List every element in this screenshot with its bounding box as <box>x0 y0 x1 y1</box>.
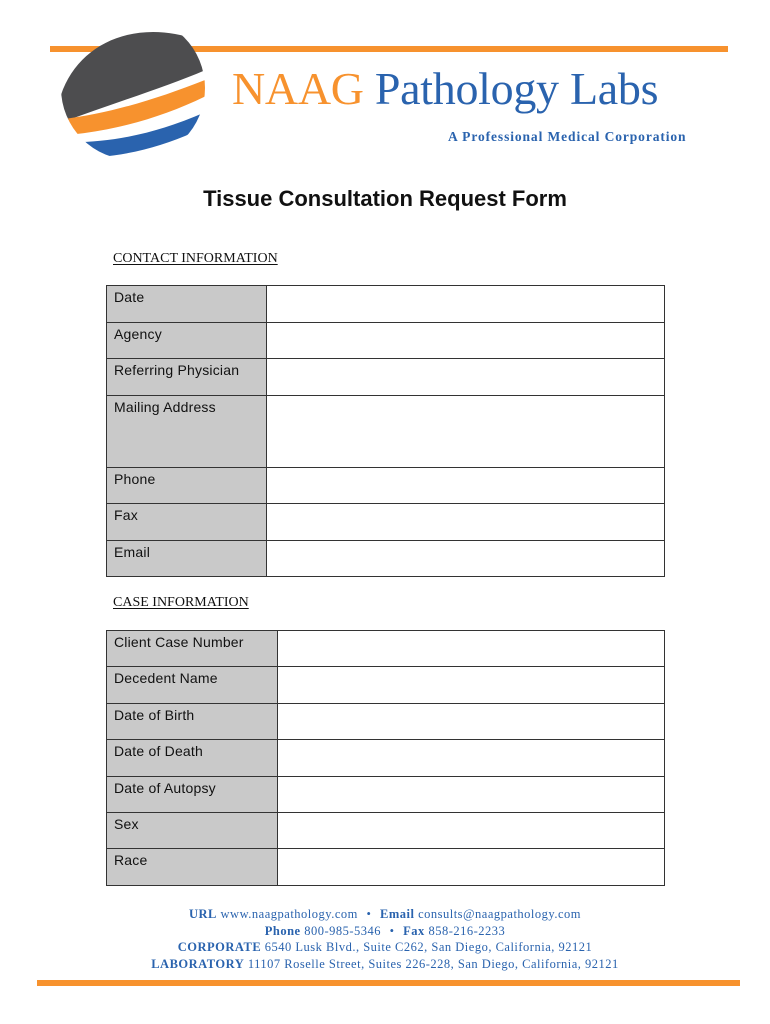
email-label: Email <box>380 907 415 921</box>
separator-icon: • <box>389 923 395 938</box>
table-row <box>107 704 665 740</box>
footer-line-2 <box>0 923 770 940</box>
contact-info-table <box>106 285 665 577</box>
mailing-address-field[interactable] <box>267 396 665 468</box>
table-row <box>107 777 665 813</box>
field-label-referring-physician: Referring Physician <box>107 359 267 396</box>
fax-label: Fax <box>403 923 425 938</box>
table-row <box>107 323 665 359</box>
table-row <box>107 849 665 886</box>
laboratory-label: LABORATORY <box>151 956 245 971</box>
table-row <box>107 740 665 777</box>
agency-field[interactable] <box>267 323 665 359</box>
footer-line-1 <box>0 906 770 923</box>
field-label-decedent-name: Decedent Name <box>107 667 278 704</box>
referring-physician-field[interactable] <box>267 359 665 396</box>
corporate-address: 6540 Lusk Blvd., Suite C262, San Diego, California, 92121 <box>264 940 593 954</box>
field-label-race: Race <box>107 849 278 886</box>
field-label-sex: Sex <box>107 813 278 849</box>
url-label: URL <box>189 907 217 921</box>
field-label-mailing-address: Mailing Address <box>107 396 267 468</box>
table-row <box>107 359 665 396</box>
table-row <box>107 541 665 577</box>
phone-number: 800-985-5346 <box>304 923 382 938</box>
table-row <box>107 504 665 541</box>
email-field[interactable] <box>267 541 665 577</box>
brand-name-part1: NAAG <box>232 63 364 114</box>
footer-line-4 <box>0 956 770 973</box>
table-row <box>107 286 665 323</box>
table-row <box>107 468 665 504</box>
client-case-number-field[interactable] <box>278 631 665 667</box>
date-of-death-field[interactable] <box>278 740 665 777</box>
phone-field[interactable] <box>267 468 665 504</box>
date-of-birth-field[interactable] <box>278 704 665 740</box>
date-of-autopsy-field[interactable] <box>278 777 665 813</box>
footer-contact <box>0 906 770 972</box>
field-label-phone: Phone <box>107 468 267 504</box>
table-row <box>107 667 665 704</box>
field-label-date-of-autopsy: Date of Autopsy <box>107 777 278 813</box>
field-label-date: Date <box>107 286 267 323</box>
fax-field[interactable] <box>267 504 665 541</box>
website-link[interactable]: www.naagpathology.com <box>220 907 358 921</box>
field-label-client-case-number: Client Case Number <box>107 631 278 667</box>
footer-line-3 <box>0 939 770 956</box>
phone-label: Phone <box>264 923 301 938</box>
separator-icon: • <box>366 907 372 921</box>
sex-field[interactable] <box>278 813 665 849</box>
field-label-email: Email <box>107 541 267 577</box>
fax-number: 858-216-2233 <box>428 923 506 938</box>
field-label-agency: Agency <box>107 323 267 359</box>
field-label-date-of-death: Date of Death <box>107 740 278 777</box>
brand-name-part2: Pathology Labs <box>374 63 659 114</box>
email-link[interactable]: consults@naagpathology.com <box>418 907 581 921</box>
case-section-heading: CASE INFORMATION <box>113 595 249 610</box>
table-row <box>107 813 665 849</box>
field-label-date-of-birth: Date of Birth <box>107 704 278 740</box>
corporate-label: CORPORATE <box>177 940 262 954</box>
brand-name <box>232 63 659 114</box>
field-label-fax: Fax <box>107 504 267 541</box>
decedent-name-field[interactable] <box>278 667 665 704</box>
case-info-table <box>106 630 665 886</box>
form-title: Tissue Consultation Request Form <box>203 186 567 211</box>
race-field[interactable] <box>278 849 665 886</box>
brand-tagline: A Professional Medical Corporation <box>448 129 687 144</box>
table-row <box>107 396 665 468</box>
laboratory-address: 11107 Roselle Street, Suites 226-228, San Diego, California, 92121 <box>247 956 619 971</box>
footer-rule <box>37 980 740 986</box>
contact-section-heading: CONTACT INFORMATION <box>113 251 278 266</box>
table-row <box>107 631 665 667</box>
date-field[interactable] <box>267 286 665 323</box>
